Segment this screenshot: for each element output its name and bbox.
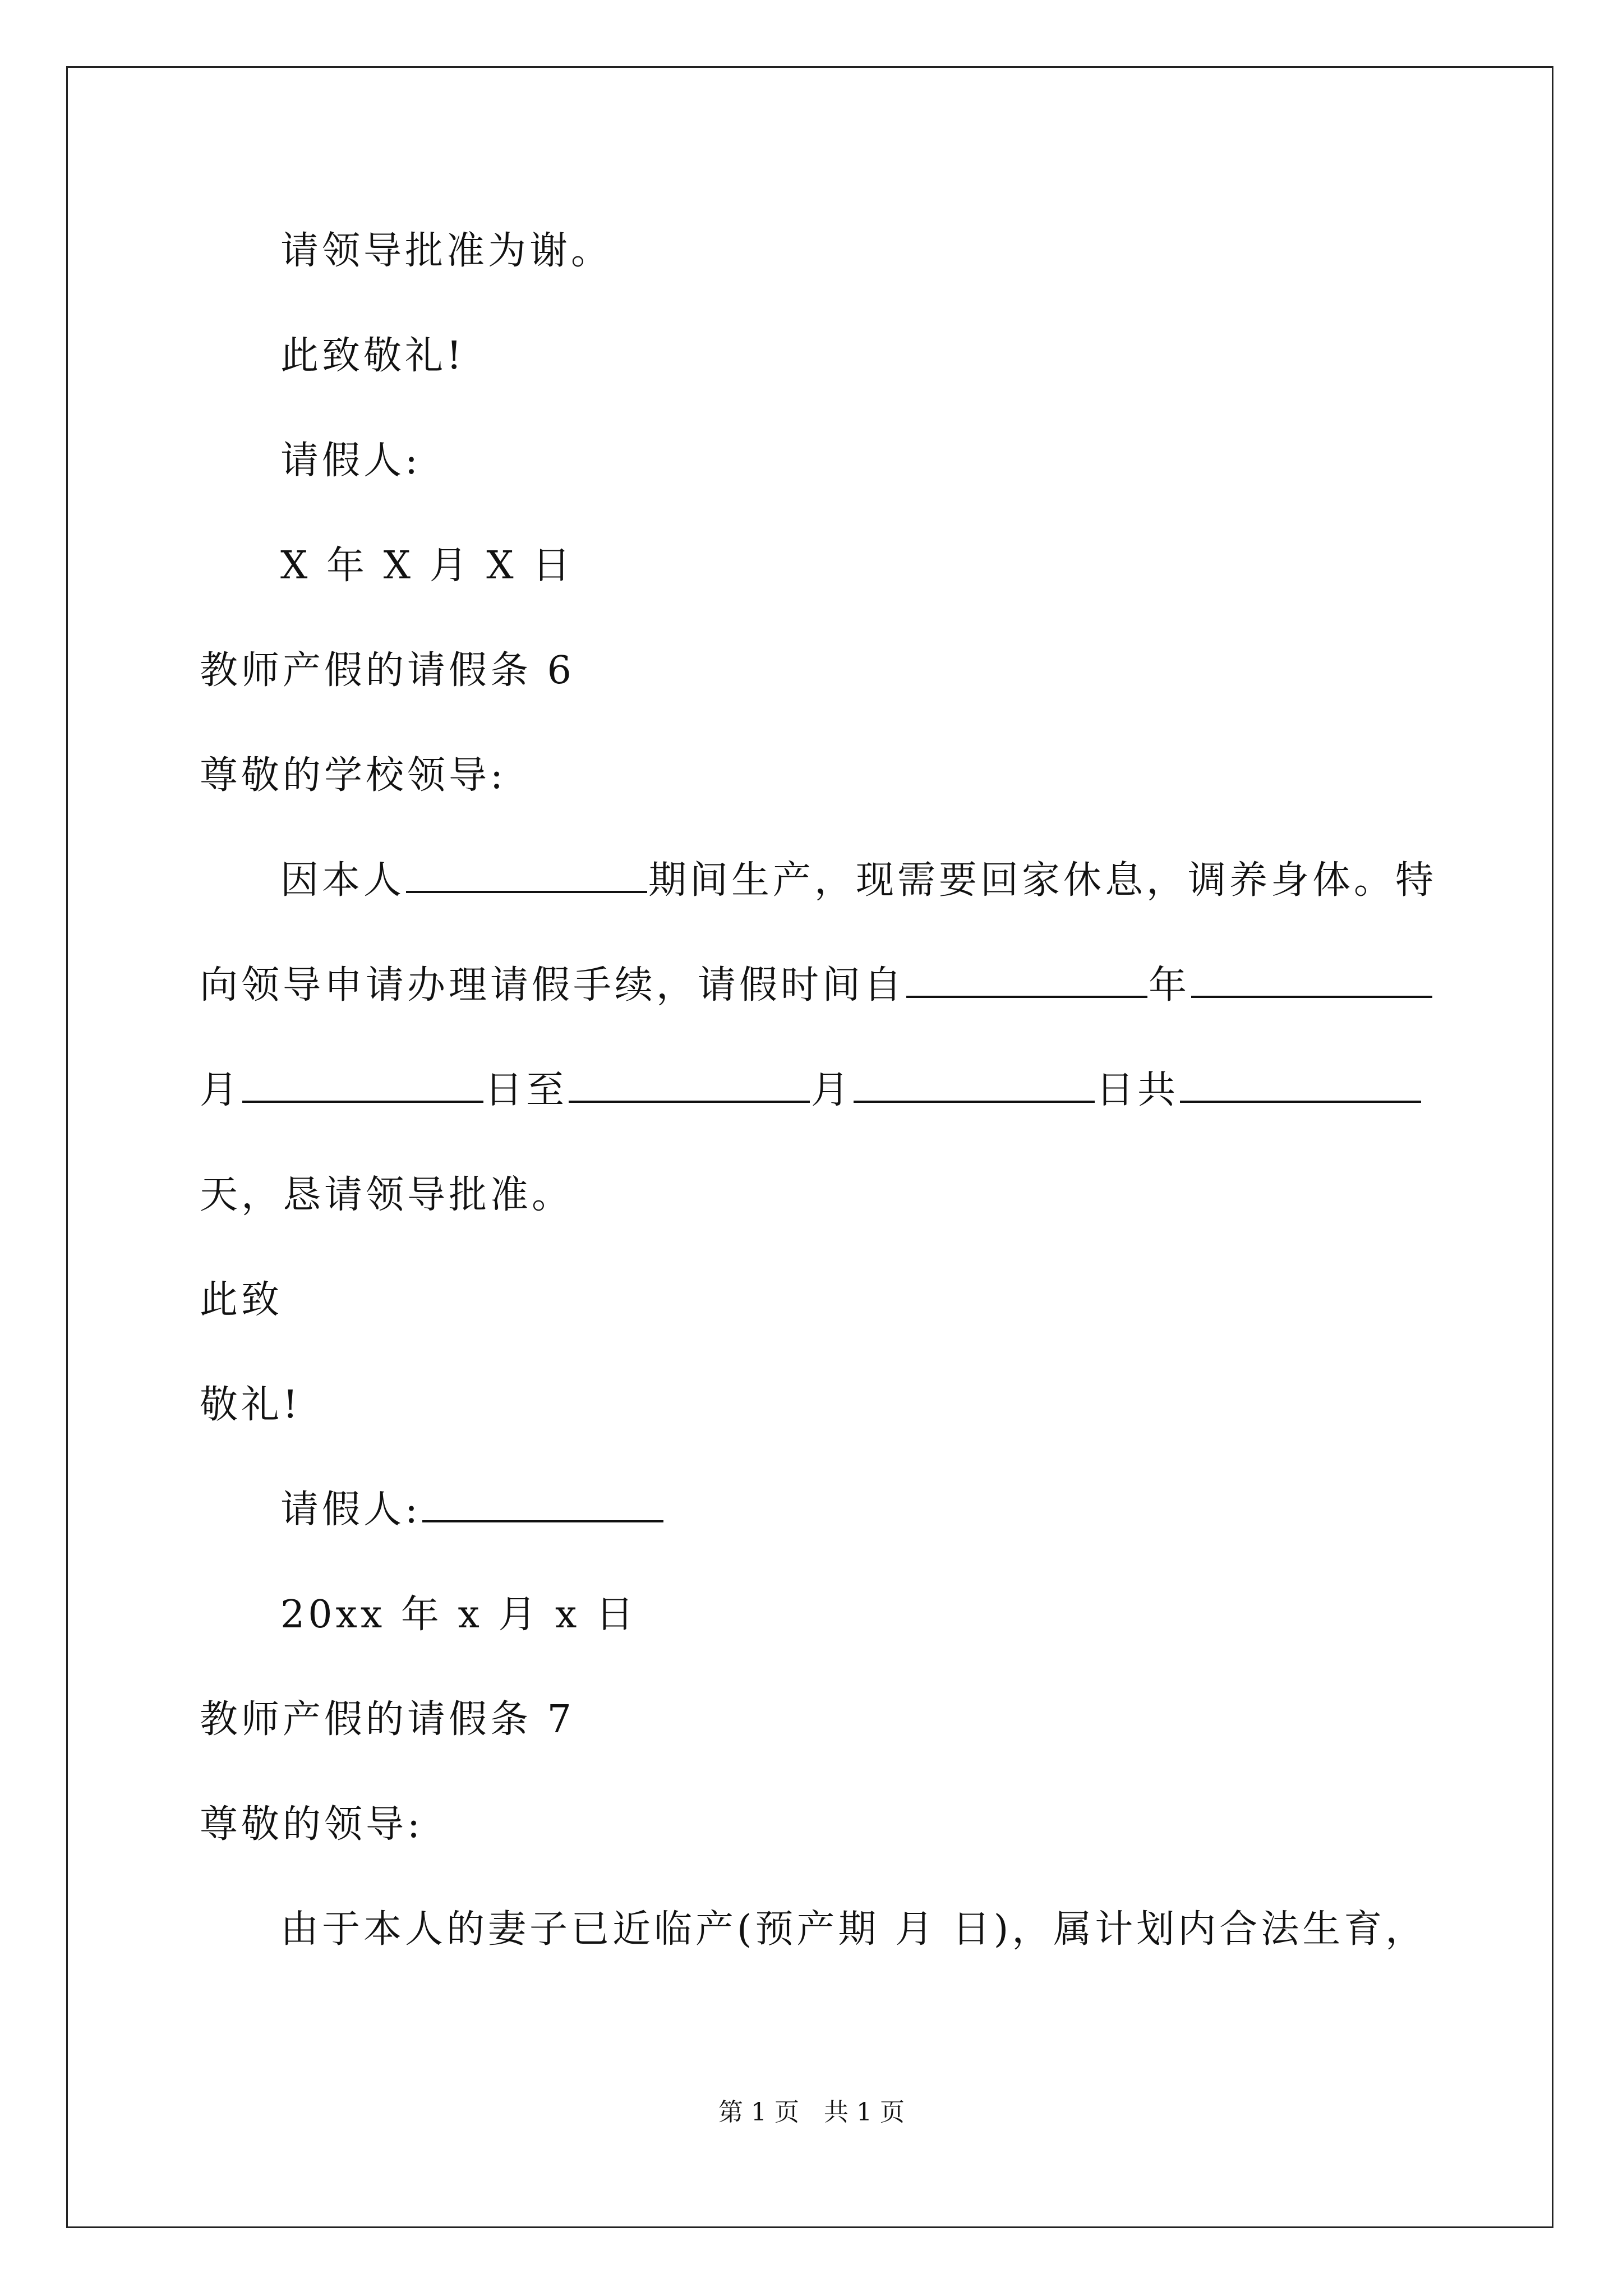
line-text: 此致: [200, 1278, 283, 1322]
section-heading: [200, 1695, 575, 1745]
fill-in-blank: [1191, 961, 1432, 998]
signature-line: [280, 1485, 665, 1535]
line-text: 此致敬礼!: [280, 334, 465, 378]
heading-text: 教师产假的请假条 7: [200, 1697, 575, 1742]
salutation: [200, 1800, 423, 1850]
text-line: [200, 1065, 1422, 1116]
line-text: 因本人: [280, 858, 405, 903]
date-line: [280, 1590, 637, 1640]
line-text: 敬礼!: [200, 1383, 302, 1427]
line-text: X 年 X 月 X 日: [280, 544, 574, 588]
text-line: [200, 1170, 573, 1221]
date-line: [280, 541, 574, 591]
line-text: 请假人:: [280, 1488, 421, 1532]
line-text: 向领导申请办理请假手续，请假时间自: [200, 963, 906, 1007]
line-text: 天，恳请领导批准。: [200, 1173, 574, 1217]
text-line: [280, 436, 421, 486]
line-text: 月: [811, 1068, 853, 1112]
line-text: 期间生产，现需要回家休息，调养身体。特: [648, 858, 1437, 903]
line-text: 日至: [485, 1068, 568, 1112]
line-text: 尊敬的学校领导:: [200, 753, 506, 798]
line-text: 日共: [1096, 1068, 1179, 1112]
fill-in-blank: [1180, 1066, 1421, 1103]
page-border: [66, 66, 1553, 2228]
line-text: 请领导批准为谢。: [280, 229, 613, 273]
section-heading: [200, 646, 575, 696]
line-text: 请假人:: [280, 439, 421, 483]
closing-line: [200, 1275, 283, 1326]
fill-in-blank: [569, 1066, 810, 1103]
closing-line: [200, 1380, 301, 1430]
fill-in-blank: [906, 961, 1147, 998]
text-line: [200, 960, 1433, 1011]
page-footer: 第 1 页 共 1 页: [718, 2098, 905, 2127]
line-text: 月: [200, 1068, 242, 1112]
line-text: 尊敬的领导:: [200, 1802, 423, 1847]
text-line: [280, 855, 1437, 906]
fill-in-blank: [406, 856, 647, 893]
heading-text: 教师产假的请假条 6: [200, 648, 575, 693]
text-line: [280, 331, 465, 381]
fill-in-blank: [422, 1485, 663, 1522]
line-text: 20xx 年 x 月 x 日: [280, 1593, 638, 1637]
text-line: [280, 226, 612, 277]
salutation: [200, 751, 506, 801]
fill-in-blank: [854, 1066, 1095, 1103]
line-text: 年: [1149, 963, 1191, 1007]
fill-in-blank: [242, 1066, 483, 1103]
line-text: 由于本人的妻子已近临产(预产期 月 日)，属计划内合法生育，: [280, 1907, 1427, 1952]
text-line: [280, 1904, 1427, 1955]
